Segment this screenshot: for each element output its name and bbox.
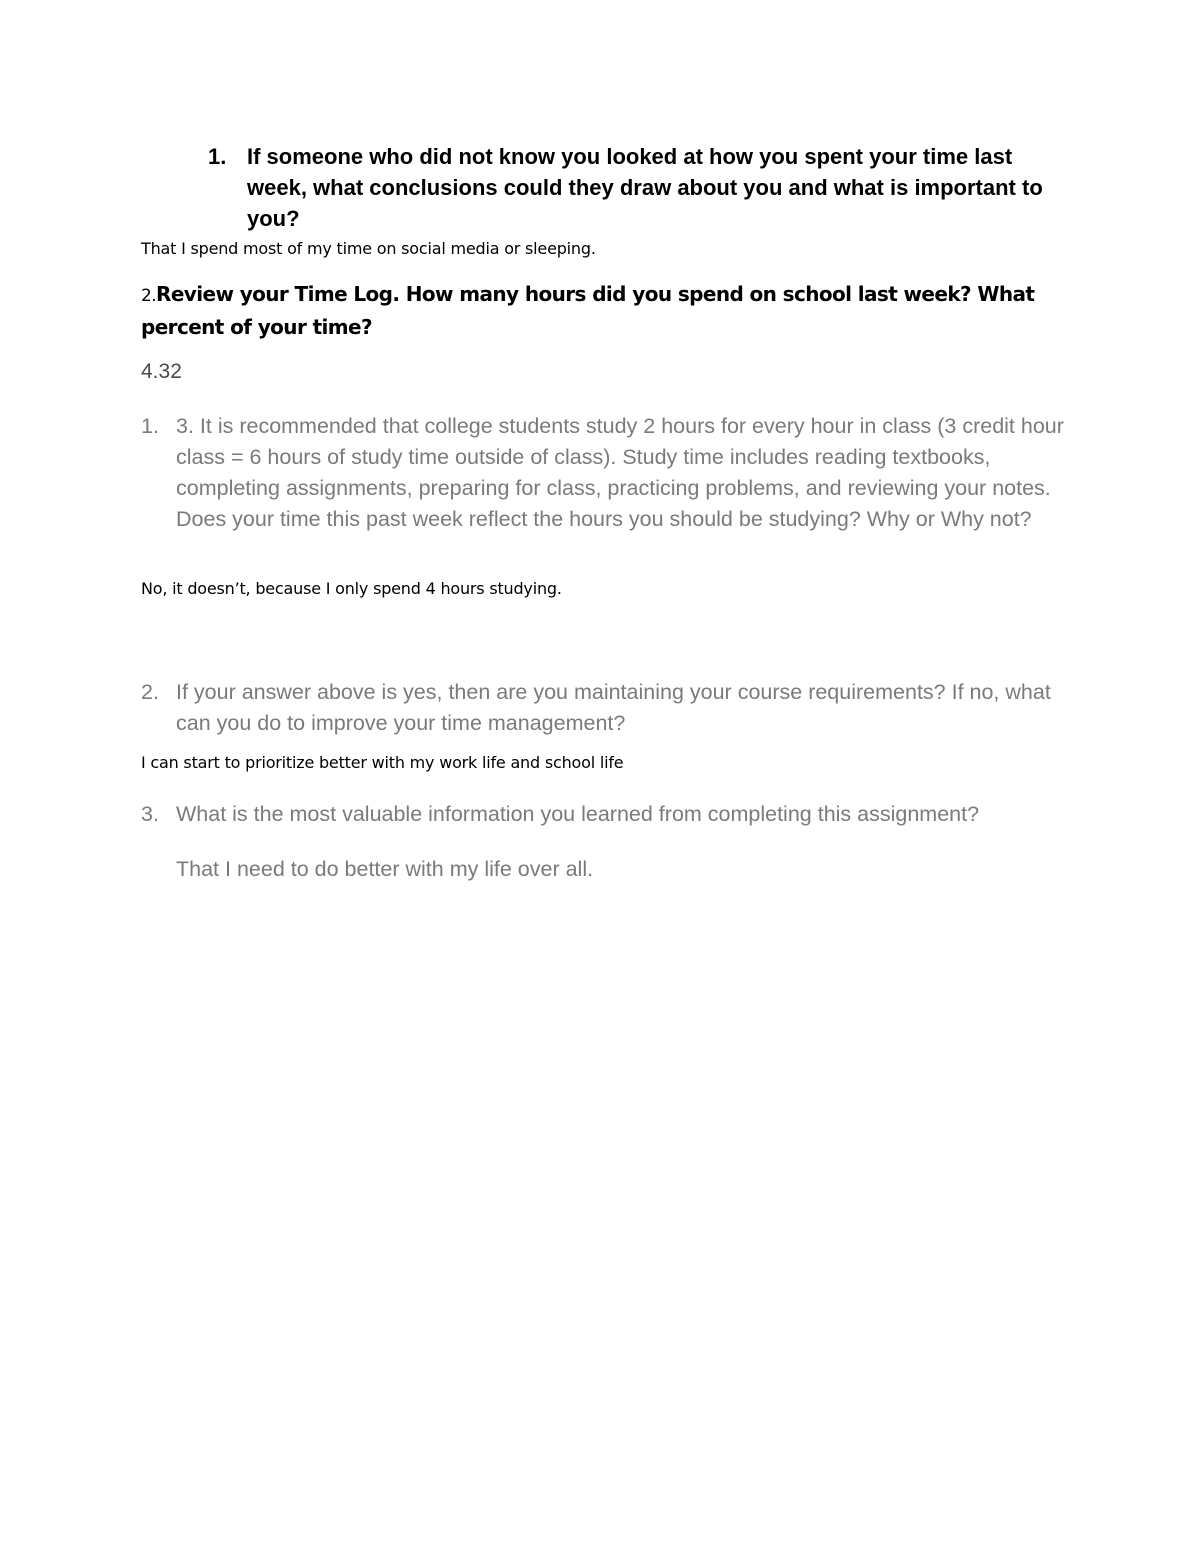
question-4 — [141, 677, 1071, 739]
answer-5: That I need to do better with my life over all. — [176, 857, 594, 881]
answer-1: That I spend most of my time on social media or sleeping. — [141, 239, 596, 258]
question-2-number: 2. — [141, 286, 157, 306]
question-3-number: 1. — [141, 414, 159, 438]
question-2-text: Review your Time Log. How many hours did you spend on school last week? What percent of your time? — [141, 282, 1035, 339]
question-1 — [208, 141, 1058, 234]
question-5 — [141, 799, 1081, 830]
answer-3: No, it doesn’t, because I only spend 4 hours studying. — [141, 579, 562, 598]
question-2 — [141, 279, 1061, 343]
question-1-text: If someone who did not know you looked at how you spent your time last week, what conclusions could they draw about you and what is important to you? — [247, 144, 1043, 231]
question-5-number: 3. — [141, 802, 159, 826]
question-3-text: 3. It is recommended that college students study 2 hours for every hour in class (3 credit hour class = 6 hours of study time outside of class). Study time includes reading textbooks, completing assignments, preparing for class, practicing problems, and reviewing your notes. Does your time this past week reflect the hours you should be studying? Why or Why not? — [176, 414, 1064, 531]
question-4-number: 2. — [141, 680, 159, 704]
answer-2: 4.32 — [141, 360, 182, 383]
question-3 — [141, 411, 1071, 535]
question-5-text: What is the most valuable information you learned from completing this assignment? — [176, 802, 980, 826]
question-4-text: If your answer above is yes, then are you maintaining your course requirements? If no, what can you do to improve your time management? — [176, 680, 1051, 735]
answer-4: I can start to prioritize better with my work life and school life — [141, 753, 624, 772]
question-1-number: 1. — [208, 144, 227, 169]
